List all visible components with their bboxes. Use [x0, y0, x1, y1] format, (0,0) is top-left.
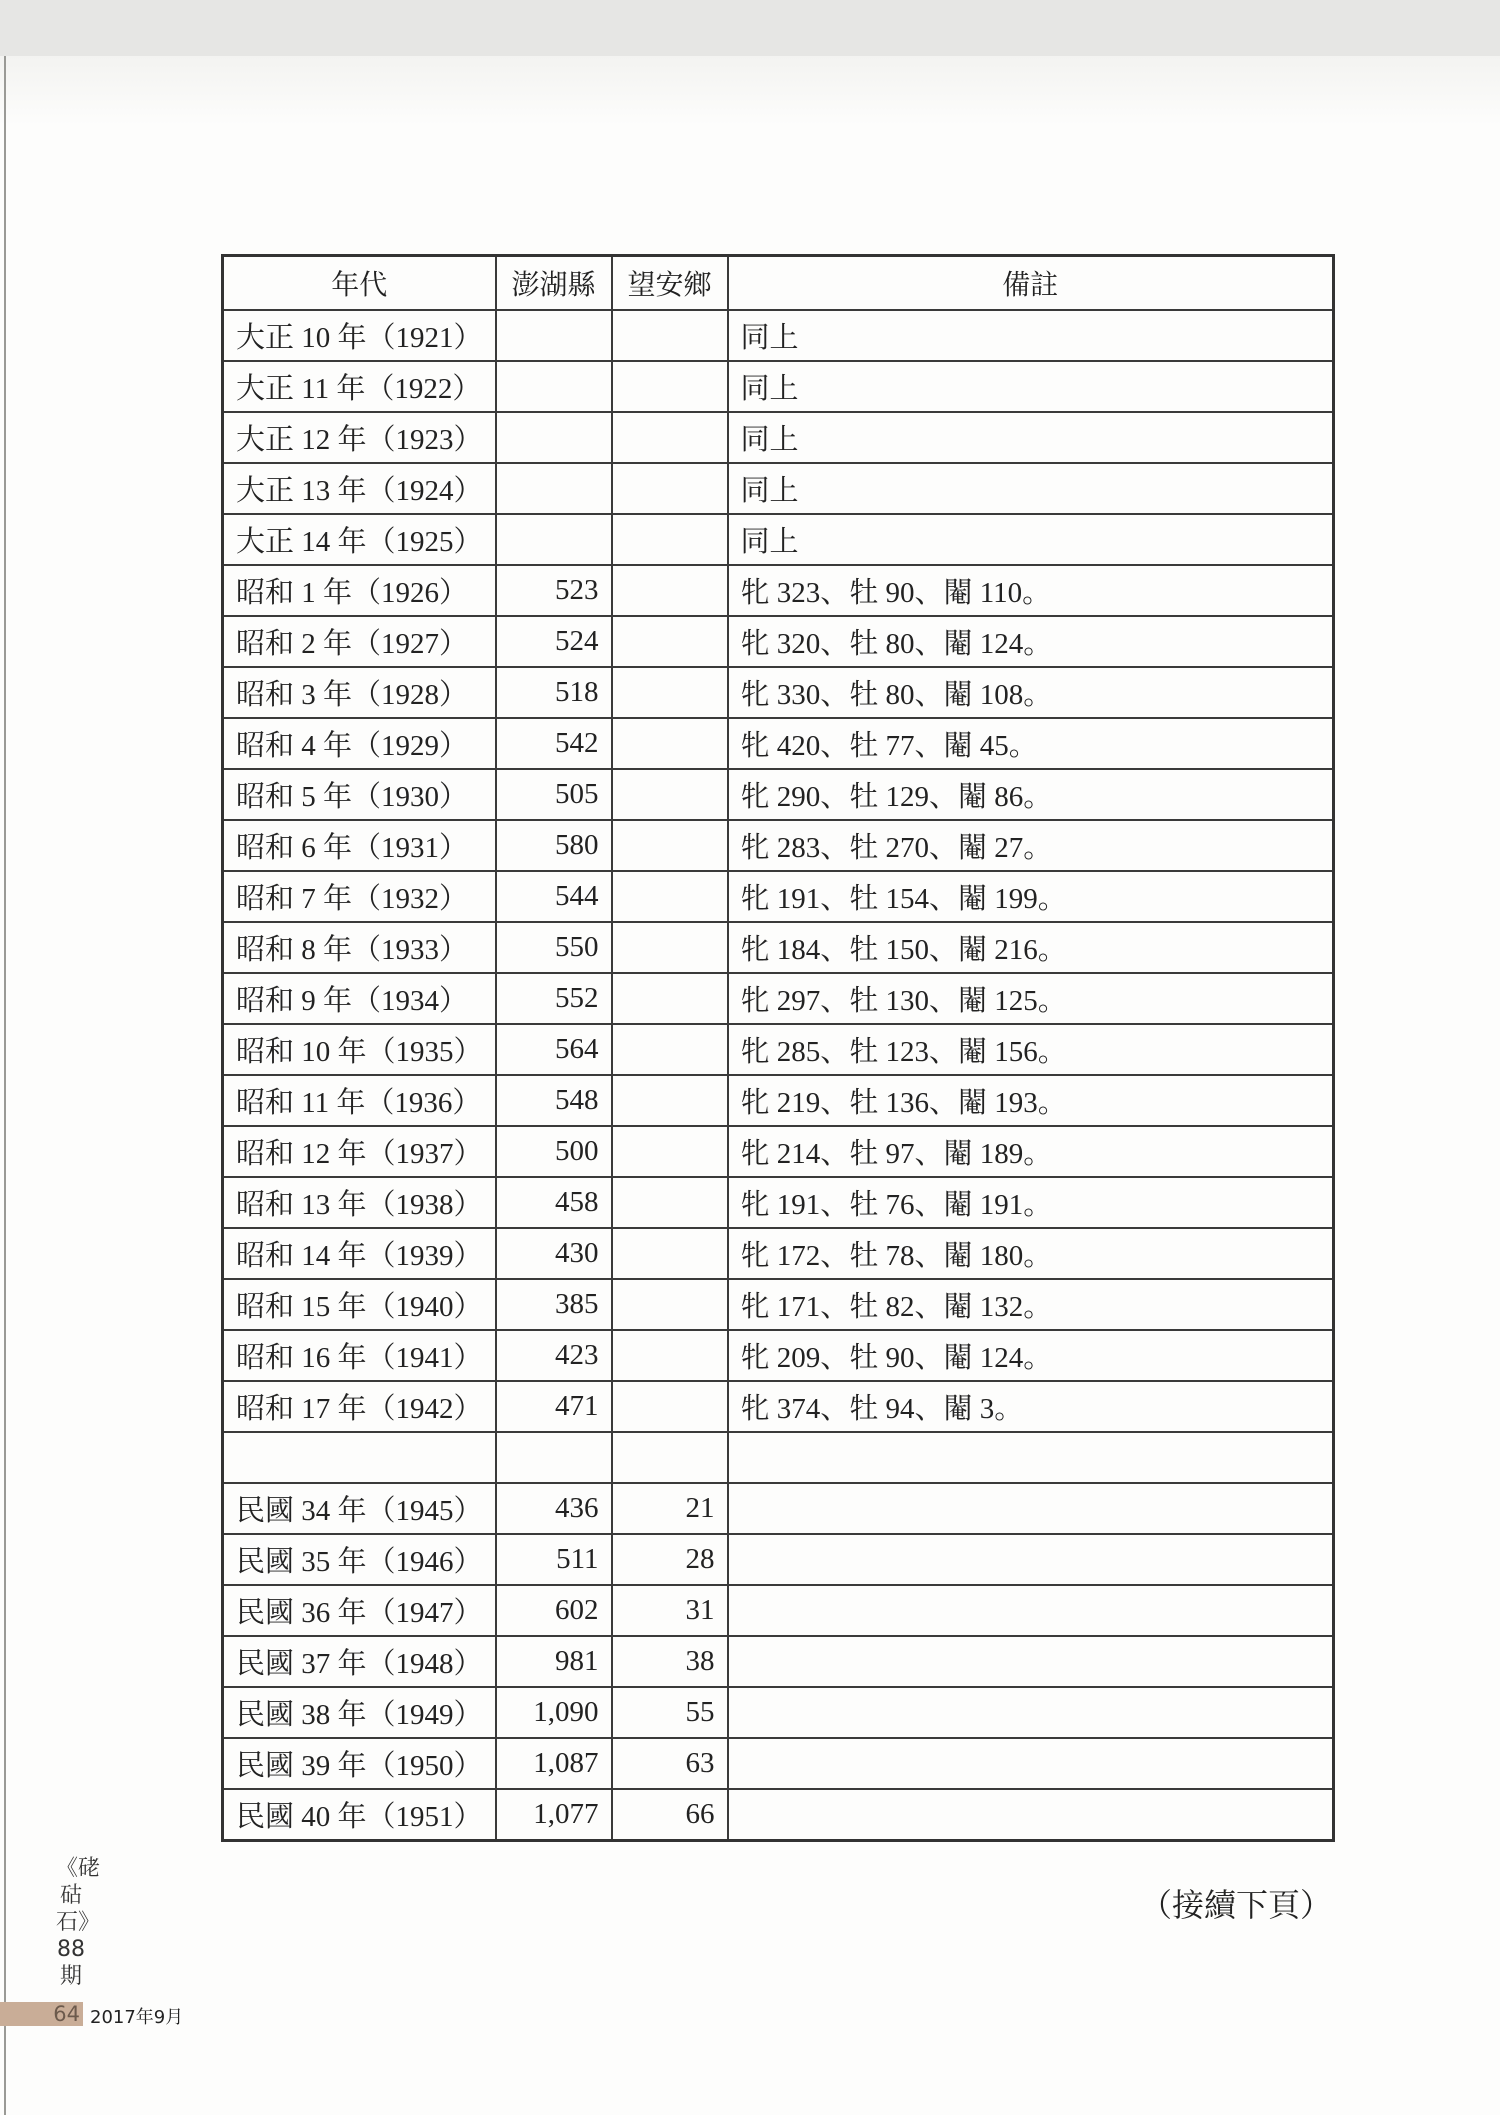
- cell-penghu: 1,090: [496, 1687, 612, 1738]
- cell-wangan: 66: [612, 1789, 728, 1841]
- cell-wangan: [612, 769, 728, 820]
- cell-penghu: 544: [496, 871, 612, 922]
- cell-note: 同上: [728, 412, 1334, 463]
- table-row: [223, 922, 1334, 973]
- cell-era: 昭和 7 年（1932）: [223, 871, 496, 922]
- cell-note: 牝 191、牡 76、閹 191。: [728, 1177, 1334, 1228]
- cell-note: [728, 1483, 1334, 1534]
- cell-penghu: 505: [496, 769, 612, 820]
- cell-note: [728, 1789, 1334, 1841]
- cell-penghu: 500: [496, 1126, 612, 1177]
- cell-era: 民國 40 年（1951）: [223, 1789, 496, 1841]
- table-header-row: [223, 256, 1334, 311]
- cell-penghu: 458: [496, 1177, 612, 1228]
- table-body: [223, 310, 1334, 1841]
- cell-note: 牝 184、牡 150、閹 216。: [728, 922, 1334, 973]
- cell-era: 昭和 13 年（1938）: [223, 1177, 496, 1228]
- table-row: [223, 1483, 1334, 1534]
- cell-era: 昭和 10 年（1935）: [223, 1024, 496, 1075]
- cell-penghu: [496, 412, 612, 463]
- cell-era: 昭和 14 年（1939）: [223, 1228, 496, 1279]
- cell-wangan: [612, 667, 728, 718]
- table-row: [223, 1177, 1334, 1228]
- cell-era: 昭和 1 年（1926）: [223, 565, 496, 616]
- cell-penghu: 564: [496, 1024, 612, 1075]
- table-row: [223, 1228, 1334, 1279]
- table-row: [223, 514, 1334, 565]
- cell-penghu: 1,087: [496, 1738, 612, 1789]
- table-row: [223, 1432, 1334, 1483]
- cell-penghu: [496, 361, 612, 412]
- cell-penghu: 602: [496, 1585, 612, 1636]
- cell-penghu: 580: [496, 820, 612, 871]
- cell-penghu: 1,077: [496, 1789, 612, 1841]
- cell-note: [728, 1687, 1334, 1738]
- table-row: [223, 565, 1334, 616]
- table-row: [223, 412, 1334, 463]
- cell-penghu: 436: [496, 1483, 612, 1534]
- cell-note: 牝 283、牡 270、閹 27。: [728, 820, 1334, 871]
- cell-note: 牝 420、牡 77、閹 45。: [728, 718, 1334, 769]
- cell-era: 民國 35 年（1946）: [223, 1534, 496, 1585]
- cell-penghu: 548: [496, 1075, 612, 1126]
- cell-penghu: [496, 463, 612, 514]
- cell-wangan: [612, 1075, 728, 1126]
- cell-era: 大正 13 年（1924）: [223, 463, 496, 514]
- cell-wangan: [612, 1177, 728, 1228]
- cell-wangan: [612, 361, 728, 412]
- cell-note: [728, 1585, 1334, 1636]
- cell-wangan: [612, 1228, 728, 1279]
- cell-note: 牝 191、牡 154、閹 199。: [728, 871, 1334, 922]
- cell-wangan: [612, 820, 728, 871]
- table-row: [223, 667, 1334, 718]
- cell-penghu: 385: [496, 1279, 612, 1330]
- table-row: [223, 310, 1334, 361]
- table-row: [223, 1126, 1334, 1177]
- table-row: [223, 973, 1334, 1024]
- cell-era: 昭和 4 年（1929）: [223, 718, 496, 769]
- cell-note: [728, 1636, 1334, 1687]
- cell-era: 昭和 9 年（1934）: [223, 973, 496, 1024]
- cell-era: [223, 1432, 496, 1483]
- cell-wangan: 38: [612, 1636, 728, 1687]
- cell-era: 民國 34 年（1945）: [223, 1483, 496, 1534]
- header-note: 備註: [728, 256, 1334, 311]
- cell-penghu: 524: [496, 616, 612, 667]
- table-row: [223, 1024, 1334, 1075]
- page-edge: [4, 56, 6, 2115]
- cell-note: [728, 1432, 1334, 1483]
- header-era: 年代: [223, 256, 496, 311]
- cell-note: 同上: [728, 361, 1334, 412]
- cell-penghu: [496, 310, 612, 361]
- cell-wangan: [612, 616, 728, 667]
- cell-era: 大正 14 年（1925）: [223, 514, 496, 565]
- cell-note: 牝 297、牡 130、閹 125。: [728, 973, 1334, 1024]
- table-row: [223, 1687, 1334, 1738]
- cell-era: 昭和 12 年（1937）: [223, 1126, 496, 1177]
- cell-penghu: 423: [496, 1330, 612, 1381]
- cell-era: 昭和 6 年（1931）: [223, 820, 496, 871]
- table-row: [223, 1738, 1334, 1789]
- scan-shadow: [0, 56, 1500, 126]
- cell-era: 民國 38 年（1949）: [223, 1687, 496, 1738]
- header-penghu: 澎湖縣: [496, 256, 612, 311]
- cell-wangan: [612, 463, 728, 514]
- cell-era: 昭和 3 年（1928）: [223, 667, 496, 718]
- issue-date: 2017年9月: [90, 2007, 184, 2028]
- table-row: [223, 1636, 1334, 1687]
- table-row: [223, 820, 1334, 871]
- cell-note: 牝 374、牡 94、閹 3。: [728, 1381, 1334, 1432]
- cell-wangan: [612, 973, 728, 1024]
- cell-wangan: [612, 1381, 728, 1432]
- cell-penghu: 523: [496, 565, 612, 616]
- cell-penghu: 511: [496, 1534, 612, 1585]
- cell-note: 牝 285、牡 123、閹 156。: [728, 1024, 1334, 1075]
- cell-era: 昭和 17 年（1942）: [223, 1381, 496, 1432]
- cell-wangan: [612, 514, 728, 565]
- cell-wangan: [612, 310, 728, 361]
- cell-penghu: 430: [496, 1228, 612, 1279]
- table-row: [223, 1534, 1334, 1585]
- cell-penghu: 552: [496, 973, 612, 1024]
- continued-label: （接續下頁）: [1140, 1887, 1333, 1923]
- cell-wangan: 63: [612, 1738, 728, 1789]
- page-number: 64: [0, 2002, 83, 2026]
- cell-wangan: [612, 565, 728, 616]
- cell-era: 昭和 5 年（1930）: [223, 769, 496, 820]
- cell-note: 牝 323、牡 90、閹 110。: [728, 565, 1334, 616]
- cell-note: 同上: [728, 463, 1334, 514]
- table-row: [223, 616, 1334, 667]
- cell-penghu: 471: [496, 1381, 612, 1432]
- cell-note: 牝 172、牡 78、閹 180。: [728, 1228, 1334, 1279]
- cell-wangan: 31: [612, 1585, 728, 1636]
- magazine-title: 《硓𥑮石》88期: [56, 1856, 101, 1989]
- cell-wangan: [612, 1279, 728, 1330]
- cell-wangan: [612, 412, 728, 463]
- cell-note: 牝 214、牡 97、閹 189。: [728, 1126, 1334, 1177]
- table-row: [223, 1381, 1334, 1432]
- table-row: [223, 463, 1334, 514]
- cell-wangan: [612, 871, 728, 922]
- table-row: [223, 1789, 1334, 1841]
- cell-penghu: 518: [496, 667, 612, 718]
- scan-top-band: [0, 0, 1500, 56]
- cell-wangan: [612, 1330, 728, 1381]
- table-row: [223, 718, 1334, 769]
- livestock-table: [221, 254, 1335, 1842]
- cell-wangan: 55: [612, 1687, 728, 1738]
- cell-era: 昭和 2 年（1927）: [223, 616, 496, 667]
- cell-era: 昭和 11 年（1936）: [223, 1075, 496, 1126]
- table-row: [223, 361, 1334, 412]
- cell-era: 昭和 16 年（1941）: [223, 1330, 496, 1381]
- table-row: [223, 1075, 1334, 1126]
- cell-era: 昭和 15 年（1940）: [223, 1279, 496, 1330]
- cell-note: 牝 290、牡 129、閹 86。: [728, 769, 1334, 820]
- cell-note: 牝 330、牡 80、閹 108。: [728, 667, 1334, 718]
- cell-era: 大正 10 年（1921）: [223, 310, 496, 361]
- cell-note: 牝 171、牡 82、閹 132。: [728, 1279, 1334, 1330]
- cell-era: 民國 37 年（1948）: [223, 1636, 496, 1687]
- cell-note: 同上: [728, 310, 1334, 361]
- cell-era: 民國 39 年（1950）: [223, 1738, 496, 1789]
- cell-era: 昭和 8 年（1933）: [223, 922, 496, 973]
- cell-era: 大正 12 年（1923）: [223, 412, 496, 463]
- table-row: [223, 1585, 1334, 1636]
- cell-wangan: [612, 718, 728, 769]
- cell-penghu: 550: [496, 922, 612, 973]
- cell-penghu: 542: [496, 718, 612, 769]
- cell-note: [728, 1738, 1334, 1789]
- cell-wangan: [612, 1126, 728, 1177]
- cell-wangan: 28: [612, 1534, 728, 1585]
- cell-penghu: [496, 1432, 612, 1483]
- cell-note: 牝 209、牡 90、閹 124。: [728, 1330, 1334, 1381]
- table-row: [223, 1279, 1334, 1330]
- cell-note: [728, 1534, 1334, 1585]
- table-row: [223, 769, 1334, 820]
- table-row: [223, 871, 1334, 922]
- header-wangan: 望安鄉: [612, 256, 728, 311]
- cell-penghu: 981: [496, 1636, 612, 1687]
- cell-note: 同上: [728, 514, 1334, 565]
- cell-wangan: [612, 1432, 728, 1483]
- table-row: [223, 1330, 1334, 1381]
- cell-wangan: [612, 1024, 728, 1075]
- cell-era: 民國 36 年（1947）: [223, 1585, 496, 1636]
- cell-wangan: [612, 922, 728, 973]
- cell-era: 大正 11 年（1922）: [223, 361, 496, 412]
- cell-note: 牝 219、牡 136、閹 193。: [728, 1075, 1334, 1126]
- cell-wangan: 21: [612, 1483, 728, 1534]
- cell-note: 牝 320、牡 80、閹 124。: [728, 616, 1334, 667]
- cell-penghu: [496, 514, 612, 565]
